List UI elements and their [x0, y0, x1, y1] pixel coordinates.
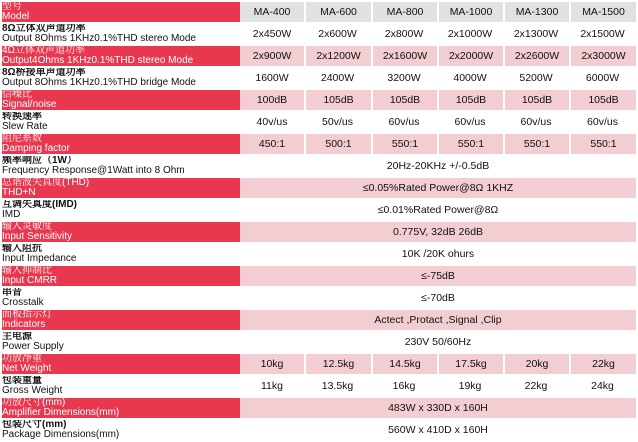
spec-value: 2x1000W	[447, 28, 493, 40]
spec-value: 60v/us	[520, 116, 552, 128]
spec-value-span: ≤-70dB	[421, 292, 455, 304]
spec-value: MA-600	[304, 2, 371, 22]
spec-value: 1600W	[255, 72, 289, 84]
spec-label-en: Frequency Response@1Watt into 8 Ohm	[2, 165, 185, 176]
spec-value: 2x2600W	[503, 46, 569, 66]
spec-row	[2, 200, 636, 220]
spec-value: 105dB	[569, 90, 636, 110]
spec-value: 2x800W	[384, 28, 424, 40]
spec-label	[2, 222, 240, 242]
spec-label-en: IMD	[2, 209, 21, 220]
spec-row	[2, 310, 636, 330]
spec-label-en: THD+N	[2, 187, 36, 198]
spec-label	[2, 2, 240, 22]
spec-label-cn: 互调失真度(IMD)	[2, 200, 77, 210]
spec-value: 105dB	[371, 90, 437, 110]
spec-label	[2, 68, 240, 88]
spec-label	[2, 244, 240, 264]
spec-label	[2, 288, 240, 308]
spec-label-en: Output 8Ohms 1KHz0.1%THD stereo Mode	[2, 33, 196, 44]
spec-table-body	[2, 2, 636, 440]
spec-value: 4000W	[453, 72, 487, 84]
spec-label-cn: 总谐波失真度(THD)	[2, 178, 90, 188]
spec-label-en: Indicators	[2, 319, 46, 330]
spec-table	[2, 0, 636, 442]
spec-value: 2x1200W	[304, 46, 371, 66]
spec-row	[2, 178, 636, 198]
spec-value: 2400W	[320, 72, 355, 84]
spec-label-cn: 输入抑制比	[2, 266, 52, 276]
spec-label	[2, 178, 240, 198]
spec-label-cn: 包装重量	[2, 376, 42, 386]
spec-value: 11kg	[261, 380, 283, 392]
spec-value: 550:1	[437, 134, 503, 154]
spec-label-en: Input Impedance	[2, 253, 77, 264]
spec-label	[2, 376, 240, 396]
spec-value-span: 230V 50/60Hz	[404, 336, 472, 348]
spec-label	[2, 90, 240, 110]
spec-value: 40v/us	[256, 116, 288, 128]
spec-label-en: Input CMRR	[2, 275, 58, 286]
spec-row	[2, 46, 636, 66]
spec-value: 105dB	[437, 90, 503, 110]
spec-value: 22kg	[524, 380, 548, 392]
spec-label-cn: 频率响应（1W）	[2, 156, 77, 166]
spec-value: 10kg	[240, 354, 304, 374]
spec-label	[2, 134, 240, 154]
spec-label-en: Slew Rate	[2, 121, 48, 132]
spec-value: 17.5kg	[437, 354, 503, 374]
spec-label-en: Output 8Ohms 1KHz0.1%THD bridge Mode	[2, 77, 196, 88]
spec-value-span: 10K /20K ohurs	[401, 248, 475, 260]
spec-row	[2, 354, 636, 374]
spec-label-en: Damping factor	[2, 143, 70, 154]
spec-value: 2x1500W	[580, 28, 625, 40]
spec-label	[2, 398, 240, 418]
spec-row	[2, 112, 636, 132]
spec-value: 19kg	[458, 380, 482, 392]
spec-value-span: Actect ,Protact ,Signal ,Clip	[240, 310, 636, 330]
spec-label-cn: 功放尺寸(mm)	[2, 398, 66, 408]
spec-label-cn: 8Ω桥接单声道功率	[2, 68, 86, 78]
spec-label-cn: 信噪比	[2, 90, 32, 100]
spec-label-cn: 串音	[2, 288, 22, 298]
spec-value: MA-1300	[503, 2, 569, 22]
spec-row	[2, 332, 636, 352]
spec-value: 2x450W	[252, 28, 292, 40]
spec-row	[2, 222, 636, 242]
spec-label-en: Input Sensitivity	[2, 231, 73, 242]
spec-value-span: 0.775V, 32dB 26dB	[240, 222, 636, 242]
spec-label-en: Power Supply	[2, 341, 64, 352]
spec-label-cn: 转换速率	[2, 112, 42, 122]
spec-value: 500:1	[304, 134, 371, 154]
spec-row	[2, 288, 636, 308]
spec-label-en: Model	[2, 11, 30, 22]
spec-value-span: ≤0.05%Rated Power@8Ω 1KHZ	[240, 178, 636, 198]
spec-row	[2, 134, 636, 154]
spec-value: 20kg	[503, 354, 569, 374]
spec-label	[2, 24, 240, 44]
spec-value: MA-1500	[569, 2, 636, 22]
spec-value: MA-1000	[437, 2, 503, 22]
spec-value: 2x1300W	[513, 28, 559, 40]
spec-value: 13.5kg	[321, 380, 354, 392]
spec-value-span: ≤-75dB	[240, 266, 636, 286]
spec-label-en: Signal/noise	[2, 99, 57, 110]
spec-label-en: Net Weight	[2, 363, 52, 374]
spec-value: 50v/us	[322, 116, 353, 128]
spec-label	[2, 310, 240, 330]
spec-label	[2, 420, 240, 440]
spec-label	[2, 156, 240, 176]
spec-label-cn: 阻尼系数	[2, 134, 42, 144]
spec-row	[2, 2, 636, 22]
spec-value: 105dB	[503, 90, 569, 110]
spec-label	[2, 332, 240, 352]
spec-value-span: ≤0.01%Rated Power@8Ω	[377, 204, 499, 216]
spec-row	[2, 398, 636, 418]
spec-value: 100dB	[240, 90, 304, 110]
spec-label-cn: 包装尺寸(mm)	[2, 420, 67, 430]
spec-value: 450:1	[240, 134, 304, 154]
spec-value: MA-800	[371, 2, 437, 22]
spec-label-cn: 主电源	[2, 332, 32, 342]
spec-value: 5200W	[519, 72, 553, 84]
spec-value: 60v/us	[587, 116, 618, 128]
spec-value-span: 20Hz-20KHz +/-0.5dB	[386, 160, 490, 172]
spec-label-cn: 输入灵敏度	[2, 222, 52, 232]
spec-value: 60v/us	[454, 116, 486, 128]
spec-value-span: 483W x 330D x 160H	[240, 398, 636, 418]
spec-label-cn: 型号	[2, 2, 22, 12]
spec-value: 2x600W	[318, 28, 357, 40]
spec-value: 60v/us	[388, 116, 420, 128]
spec-label-cn: 面板指示灯	[2, 310, 52, 320]
spec-value: 16kg	[392, 380, 416, 392]
spec-value: 12.5kg	[304, 354, 371, 374]
spec-label	[2, 112, 240, 132]
spec-row	[2, 244, 636, 264]
spec-value: 6000W	[585, 72, 620, 84]
spec-value: 550:1	[503, 134, 569, 154]
spec-label-cn: 8Ω立体双声道功率	[2, 24, 86, 34]
spec-value: 24kg	[591, 380, 614, 392]
spec-value: 2x1600W	[371, 46, 437, 66]
spec-row	[2, 68, 636, 88]
spec-value: 550:1	[569, 134, 636, 154]
spec-value: 2x3000W	[569, 46, 636, 66]
spec-label-en: Amplifier Dimensions(mm)	[2, 407, 120, 418]
spec-label-en: Package Dimensions(mm)	[2, 429, 120, 440]
spec-row	[2, 24, 636, 44]
spec-row	[2, 420, 636, 440]
spec-value: 2x2000W	[437, 46, 503, 66]
spec-label-en: Output4Ohms 1KHz0.1%THD stereo Mode	[2, 55, 194, 66]
spec-label-cn: 输入阻抗	[2, 244, 42, 254]
spec-value: 3200W	[387, 72, 421, 84]
spec-label	[2, 354, 240, 374]
spec-value: 105dB	[304, 90, 371, 110]
spec-value: MA-400	[240, 2, 304, 22]
spec-row	[2, 90, 636, 110]
spec-row	[2, 156, 636, 176]
spec-value: 2x900W	[240, 46, 304, 66]
spec-label-en: Crosstalk	[2, 297, 44, 308]
spec-value: 14.5kg	[371, 354, 437, 374]
spec-value: 550:1	[371, 134, 437, 154]
spec-row	[2, 376, 636, 396]
spec-value-span: 560W x 410D x 160H	[388, 424, 488, 436]
spec-label	[2, 266, 240, 286]
spec-label-en: Gross Weight	[2, 385, 63, 396]
spec-label	[2, 46, 240, 66]
spec-row	[2, 266, 636, 286]
spec-label-cn: 功放净重	[2, 354, 42, 364]
spec-label	[2, 200, 240, 220]
spec-label-cn: 4Ω立体双声道功率	[2, 46, 86, 56]
spec-value: 22kg	[569, 354, 636, 374]
